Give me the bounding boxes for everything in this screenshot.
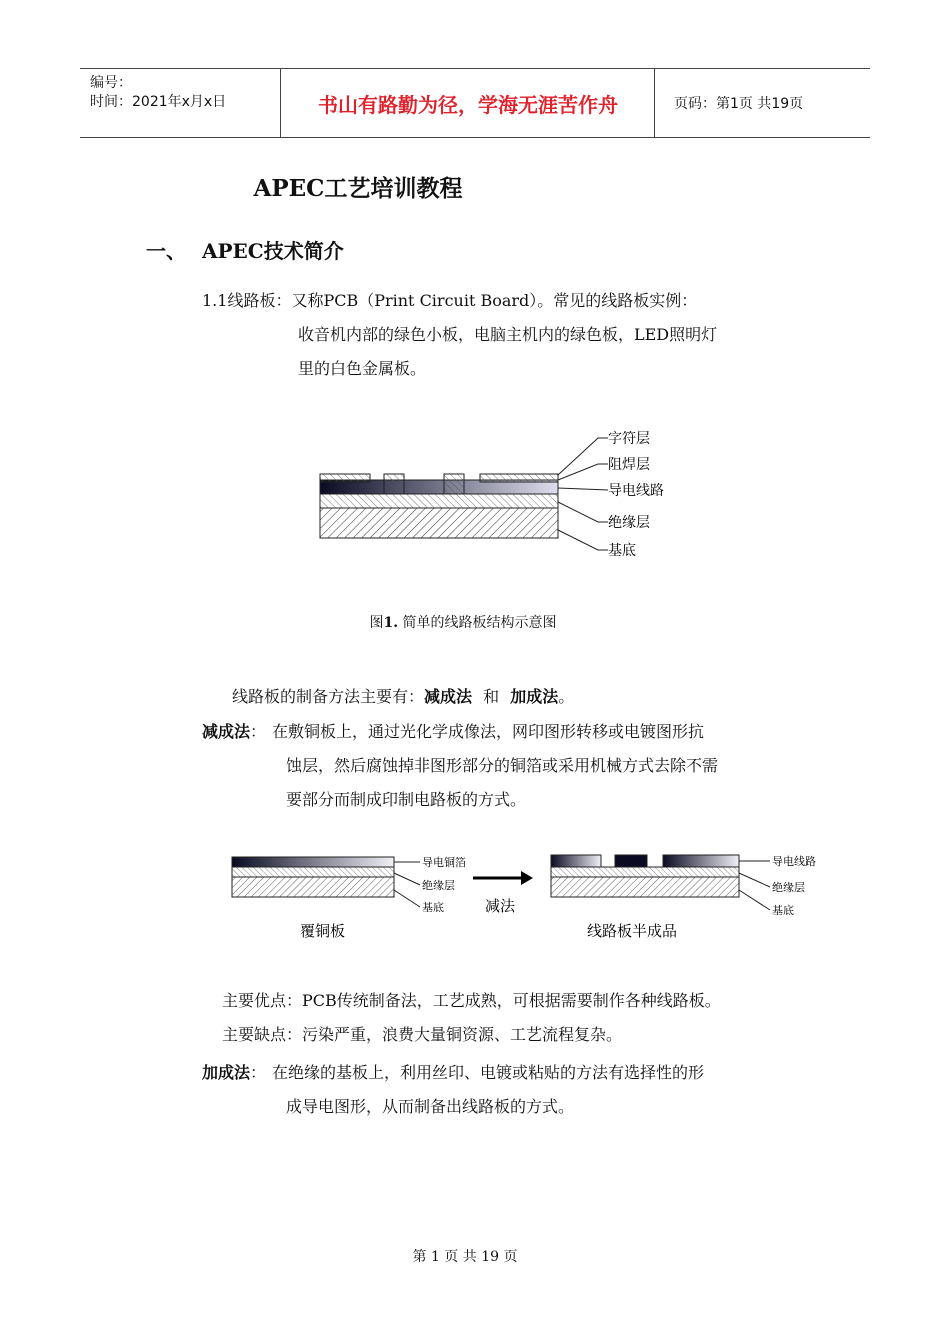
label-insulation-left: 绝缘层 <box>422 879 455 892</box>
p1-line2: 收音机内部的绿色小板，电脑主机内的绿色板，LED照明灯 <box>298 325 718 344</box>
label-char-layer: 字符层 <box>608 431 650 447</box>
conductive-trace <box>615 855 647 867</box>
arrow-head <box>521 871 533 885</box>
label-conductive-right: 导电线路 <box>772 855 816 868</box>
label-solder-layer: 阻焊层 <box>608 457 650 473</box>
insulation-layer <box>551 867 739 877</box>
additive-line2: 成导电图形，从而制备出线路板的方式。 <box>286 1097 575 1116</box>
methods-end: 。 <box>558 687 575 706</box>
pros-text: 主要优点：PCB传统制备法，工艺成熟，可根据需要制作各种线路板。 <box>222 991 721 1010</box>
subtractive-process-figure <box>225 845 825 945</box>
arrow-label: 减法 <box>485 897 516 915</box>
section-title: APEC技术简介 <box>202 239 344 263</box>
time-label: 时间：2021年x月x日 <box>90 94 227 110</box>
doc-title: APEC工艺培训教程 <box>253 175 463 202</box>
section-number: 一、 <box>146 239 186 263</box>
additive-paragraph <box>202 1056 704 1124</box>
conductive-trace <box>551 855 601 867</box>
conductive-trace <box>663 855 739 867</box>
number-label: 编号： <box>90 75 132 91</box>
header-divider <box>654 69 655 137</box>
label-base-left: 基底 <box>422 901 444 914</box>
subtractive-paragraph <box>202 715 718 817</box>
section-heading <box>146 235 344 264</box>
figure1-caption <box>0 612 926 632</box>
footer-text: 第 1 页 共 19 页 <box>412 1249 518 1265</box>
header-meta <box>80 69 280 137</box>
page-footer <box>0 1246 950 1266</box>
paragraph-1-1 <box>202 284 717 386</box>
method-subtractive: 减成法 <box>424 687 473 706</box>
insulation-layer <box>320 494 558 508</box>
label-copper-foil: 导电铜箔 <box>422 856 466 869</box>
solder-mask <box>320 474 370 482</box>
caption-prefix: 图 <box>369 615 384 631</box>
label-insulation: 绝缘层 <box>608 515 650 531</box>
page-info-text: 页码：第1页 共19页 <box>674 96 804 112</box>
additive-line1: 在绝缘的基板上，利用丝印、电镀或粘贴的方法有选择性的形 <box>272 1063 705 1082</box>
label-conductive: 导电线路 <box>608 483 664 499</box>
label-base-right: 基底 <box>772 904 794 917</box>
solder-mask <box>384 474 404 494</box>
subtractive-line2: 蚀层，然后腐蚀掉非图形部分的铜箔或采用机械方式去除不需 <box>286 756 719 775</box>
cons-text: 主要缺点：污染严重，浪费大量铜资源、工艺流程复杂。 <box>222 1025 623 1044</box>
solder-mask <box>480 474 558 482</box>
right-caption: 线路板半成品 <box>587 922 678 940</box>
base-layer <box>232 877 394 897</box>
header-page-info <box>664 69 870 137</box>
base-layer <box>551 877 739 897</box>
copper-foil <box>232 857 394 867</box>
page-header <box>80 68 870 138</box>
methods-intro-text: 线路板的制备方法主要有： <box>232 687 425 706</box>
methods-and: 和 <box>483 687 500 706</box>
subtractive-colon: ： <box>250 722 267 741</box>
p1-line3: 里的白色金属板。 <box>298 359 427 378</box>
subtractive-line3: 要部分而制成印制电路板的方式。 <box>286 790 527 809</box>
pcb-structure-figure <box>318 420 678 570</box>
methods-intro <box>232 680 574 714</box>
subtractive-label: 减成法 <box>202 722 251 741</box>
method-additive: 加成法 <box>510 687 559 706</box>
additive-label: 加成法 <box>202 1063 251 1082</box>
caption-num: 1. <box>383 615 399 631</box>
subtractive-line1: 在敷铜板上，通过光化学成像法，网印图形转移或电镀图形抗 <box>272 722 705 741</box>
base-layer <box>320 508 558 538</box>
caption-text: 简单的线路板结构示意图 <box>402 615 557 631</box>
p1-line1: 1.1线路板：又称PCB（Print Circuit Board）。常见的线路板实例： <box>202 291 698 310</box>
solder-mask <box>444 474 464 494</box>
header-motto: 书山有路勤为径，学海无涯苦作舟 <box>318 92 618 117</box>
left-caption: 覆铜板 <box>300 922 346 940</box>
label-insulation-right: 绝缘层 <box>772 881 805 894</box>
header-divider <box>280 69 281 137</box>
insulation-layer <box>232 867 394 877</box>
label-base: 基底 <box>608 543 636 559</box>
pros-cons <box>222 984 721 1052</box>
additive-colon: ： <box>250 1063 267 1082</box>
